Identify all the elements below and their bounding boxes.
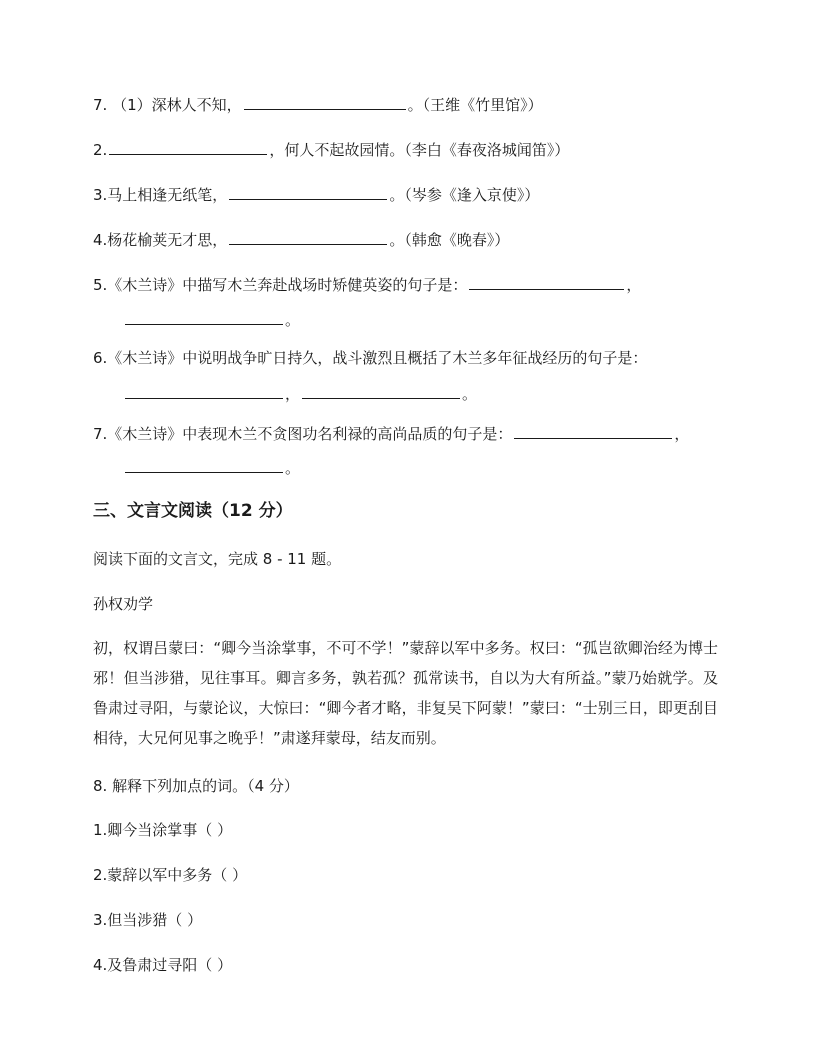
question-8-item-3: 3.但当涉猎（ ） (93, 911, 203, 929)
question-5-separator: ， (626, 276, 642, 294)
question-7-1-text: 7. （1）深林人不知， (93, 96, 242, 114)
question-5-continued (123, 309, 300, 330)
question-6-end: 。 (462, 385, 478, 403)
question-3-source: 。（岑参《逢入京使》） (389, 186, 540, 204)
question-7-2-separator: ， (674, 425, 690, 443)
answer-blank[interactable] (229, 184, 387, 200)
question-8-item-2: 2.蒙辞以军中多务（ ） (93, 866, 248, 884)
passage-title: 孙权劝学 (93, 595, 154, 613)
answer-blank[interactable] (229, 229, 387, 245)
answer-blank[interactable] (125, 309, 283, 325)
section-heading: 三、文言文阅读（12 分） (93, 501, 293, 521)
question-6-continued (123, 383, 477, 404)
question-2-number: 2. (93, 141, 108, 159)
question-7-1 (93, 94, 543, 115)
question-5-end: 。 (285, 311, 301, 329)
answer-blank[interactable] (125, 383, 283, 399)
question-7-2-text: 7.《木兰诗》中表现木兰不贪图功名利禄的高尚品质的句子是： (93, 425, 513, 443)
question-5-text: 5.《木兰诗》中描写木兰奔赴战场时矫健英姿的句子是： (93, 276, 468, 294)
question-3 (93, 184, 539, 205)
section-instruction: 阅读下面的文言文，完成 8 - 11 题。 (93, 550, 342, 568)
answer-blank[interactable] (109, 139, 267, 155)
question-3-text: 3.马上相逢无纸笔， (93, 186, 228, 204)
question-7-1-source: 。（王维《竹里馆》） (407, 96, 543, 114)
question-2-text: ，何人不起故园情。（李白《春夜洛城闻笛》） (269, 141, 570, 159)
answer-blank[interactable] (514, 423, 672, 439)
answer-blank[interactable] (469, 274, 624, 290)
question-4 (93, 229, 509, 250)
question-8-item-4: 4.及鲁肃过寻阳（ ） (93, 956, 233, 974)
question-8-prompt: 8. 解释下列加点的词。（4 分） (93, 777, 299, 795)
question-6-separator: ， (285, 385, 301, 403)
question-7-2-continued (123, 457, 300, 478)
passage-text: 初，权谓吕蒙曰：“卿今当涂掌事，不可不学！”蒙辞以军中多务。权曰：“孤岂欲卿治经为博士邪！但当涉猎，见往事耳。卿言多务，孰若孤？孤常读书，自以为大有所益。”蒙乃始就学。及鲁肃过寻阳，与蒙论议，大惊曰：“卿今者才略，非复吴下阿蒙！”蒙曰：“士别三日，即更刮目相待，大兄何见事之晚乎！”肃遂拜蒙母，结友而别。 (93, 639, 718, 747)
question-4-source: 。（韩愈《晚春》） (389, 231, 510, 249)
question-7-2 (93, 423, 689, 444)
question-8-item-1: 1.卿今当涂掌事（ ） (93, 821, 233, 839)
question-7-2-end: 。 (285, 459, 301, 477)
question-5 (93, 274, 641, 295)
question-4-text: 4.杨花榆荚无才思， (93, 231, 228, 249)
answer-blank[interactable] (302, 383, 460, 399)
question-6 (93, 348, 647, 368)
question-6-text: 6.《木兰诗》中说明战争旷日持久，战斗激烈且概括了木兰多年征战经历的句子是： (93, 349, 648, 367)
question-2 (93, 139, 569, 160)
answer-blank[interactable] (125, 457, 283, 473)
answer-blank[interactable] (244, 94, 406, 110)
